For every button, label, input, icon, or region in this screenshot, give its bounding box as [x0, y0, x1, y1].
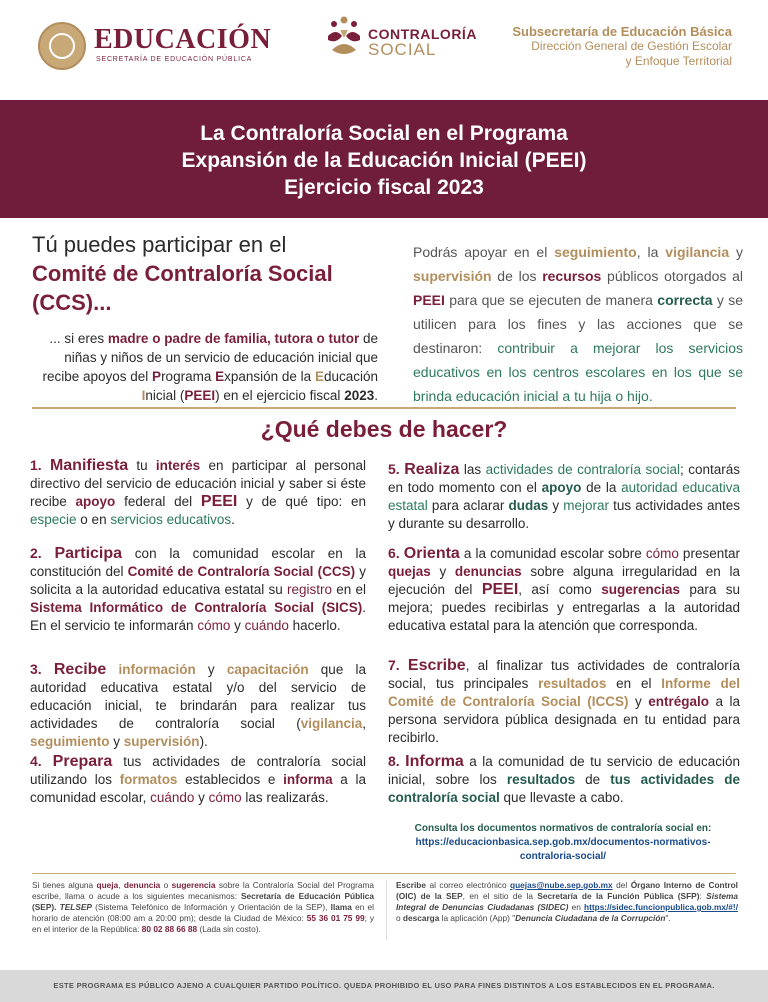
header [0, 0, 768, 100]
direccion-line2: y Enfoque Territorial [625, 54, 732, 68]
consulta-link[interactable]: https://educacionbasica.sep.gob.mx/documentos-normativos-contraloria-social/ [415, 837, 711, 862]
step-4: 4. Prepara tus actividades de contraloría social utilizando los formatos establecidos e informa a la comunidad escolar, cuándo y cómo las realizarás. [30, 753, 366, 805]
step-7: 7. Escribe, al finalizar tus actividades de contraloría social, tus principales resultados en el Informe del Comité de Contraloría Social (ICCS) y entrégalo a la persona servidora pública designada en tu entidad para recibirlo. [388, 657, 740, 745]
question-heading: ¿Qué debes de hacer? [260, 416, 508, 442]
mexico-seal-icon [38, 22, 86, 70]
step-1: 1. Manifiesta tu interés en participar al personal directivo del servicio de educación inicial y saber si éste recibe apoyo federal del PEEI y de qué tipo: en especie o en servicios educativos. [30, 457, 367, 527]
step-5: 5. Realiza las actividades de contraloría social; contarás en todo momento con el apoyo de la autoridad educativa estatal para aclarar dudas y mejorar tus actividades antes y durante su desarrollo. [388, 461, 740, 531]
subsecretaria-title: Subsecretaría de Educación Básica [512, 24, 732, 39]
intro-paragraph: ... si eres madre o padre de familia, tutora o tutor de niñas y niños de un servicio de educación inicial que recibe apoyos del Programa Expansión de la Educación Inicial (PEEI) en el ejercicio fiscal 2023. [42, 331, 378, 403]
footer-vertical-divider [386, 880, 387, 940]
intro-ccs: (CCS)... [32, 290, 112, 315]
intro-right-paragraph: Podrás apoyar en el seguimiento, la vigilancia y supervisión de los recursos públicos otorgados al PEEI para que se ejecuten de manera correcta y se utilicen para los fines y las acciones que se destinaron: contribuir a mejorar los servicios educativos en los centros escolares en los que se brinda educación inicial a tu hija o hijo. [413, 244, 744, 404]
bottom-disclaimer: ESTE PROGRAMA ES PÚBLICO AJENO A CUALQUIER PARTIDO POLÍTICO. QUEDA PROHIBIDO EL USO PARA FINES DISTINTOS A LOS ESTABLECIDOS EN EL PROGRAMA. [0, 970, 768, 1002]
intro-committee: Comité de Contraloría Social [32, 261, 333, 286]
step-2: 2. Participa con la comunidad escolar en la constitución del Comité de Contraloría Social (CCS) y solicita a la autoridad educativa estatal su registro en el Sistema Informático de Contraloría Social (SICS). En el servicio te informarán cómo y cuándo hacerlo. [30, 545, 366, 633]
title-banner [0, 100, 768, 218]
subsecretaria-block [512, 24, 732, 69]
edu-logo-title: EDUCACIÓN [94, 24, 272, 55]
edu-logo-subtitle: SECRETARÍA DE EDUCACIÓN PÚBLICA [96, 56, 253, 63]
footer-right-text: Escribe al correo electrónico quejas@nube.sep.gob.mx del Órgano Interno de Control (OIC) de la SEP, en el sitio de la Secretaría de la Función Pública (SFP): Sistema Integral de Denuncias Ciudadanas (SIDEC) en https://sidec.funcionpublica.gob.mx/#!/ o descarga la aplicación (App) "Denuncia Ciudadana de la Corrupción". [396, 880, 738, 923]
footer-left-text: Si tienes alguna queja, denuncia o sugerencia sobre la Contraloría Social del Programa escribe, llama o acude a los siguientes mecanismos: Secretaría de Educación Pública (SEP). TELSEP (Sistema Telefónico de Información y Orientación de la SEP), llama en el horario de atención (08:00 am a 20:00 pm); desde la Ciudad de México: 55 36 01 75 99; y en el interior de la República: 80 02 88 66 88 (Lada sin costo). [32, 880, 374, 934]
banner-line2: Expansión de la Educación Inicial (PEEI) [181, 149, 587, 172]
cs-logo-word1: CONTRALORÍA [368, 26, 477, 42]
email-link[interactable]: quejas@nube.sep.gob.mx [510, 880, 613, 890]
intro-heading: Tú puedes participar en el [32, 232, 287, 257]
step-8: 8. Informa a la comunidad de tu servicio de educación inicial, sobre los resultados de tus actividades de contraloría social que llevaste a cabo. [388, 753, 740, 805]
direccion-line1: Dirección General de Gestión Escolar [531, 39, 732, 53]
cs-logo-word2: SOCIAL [368, 40, 437, 59]
consulta-label: Consulta los documentos normativos de contraloría social en: [414, 823, 712, 834]
banner-line1: La Contraloría Social en el Programa [200, 122, 568, 145]
gold-divider [32, 407, 736, 409]
footer-divider [32, 873, 736, 874]
consulta-block [388, 822, 738, 864]
intro-left [32, 230, 378, 405]
contraloria-social-logo-icon [322, 14, 366, 58]
banner-line3: Ejercicio fiscal 2023 [284, 176, 484, 199]
step-6: 6. Orienta a la comunidad escolar sobre cómo presentar quejas y denuncias sobre alguna irregularidad en la ejecución del PEEI, así como sugerencias para su mejora; puedes recibirlas y entregarlas a la autoridad educativa estatal para la atención que corresponda. [388, 545, 741, 633]
sidec-link[interactable]: https://sidec.funcionpublica.gob.mx/#!/ [584, 902, 738, 912]
step-3: 3. Recibe información y capacitación que la autoridad educativa estatal y/o del servicio de educación inicial, te brindarán para realizar tus actividades de contraloría social (vigilancia, seguimiento y supervisión). [30, 661, 366, 749]
